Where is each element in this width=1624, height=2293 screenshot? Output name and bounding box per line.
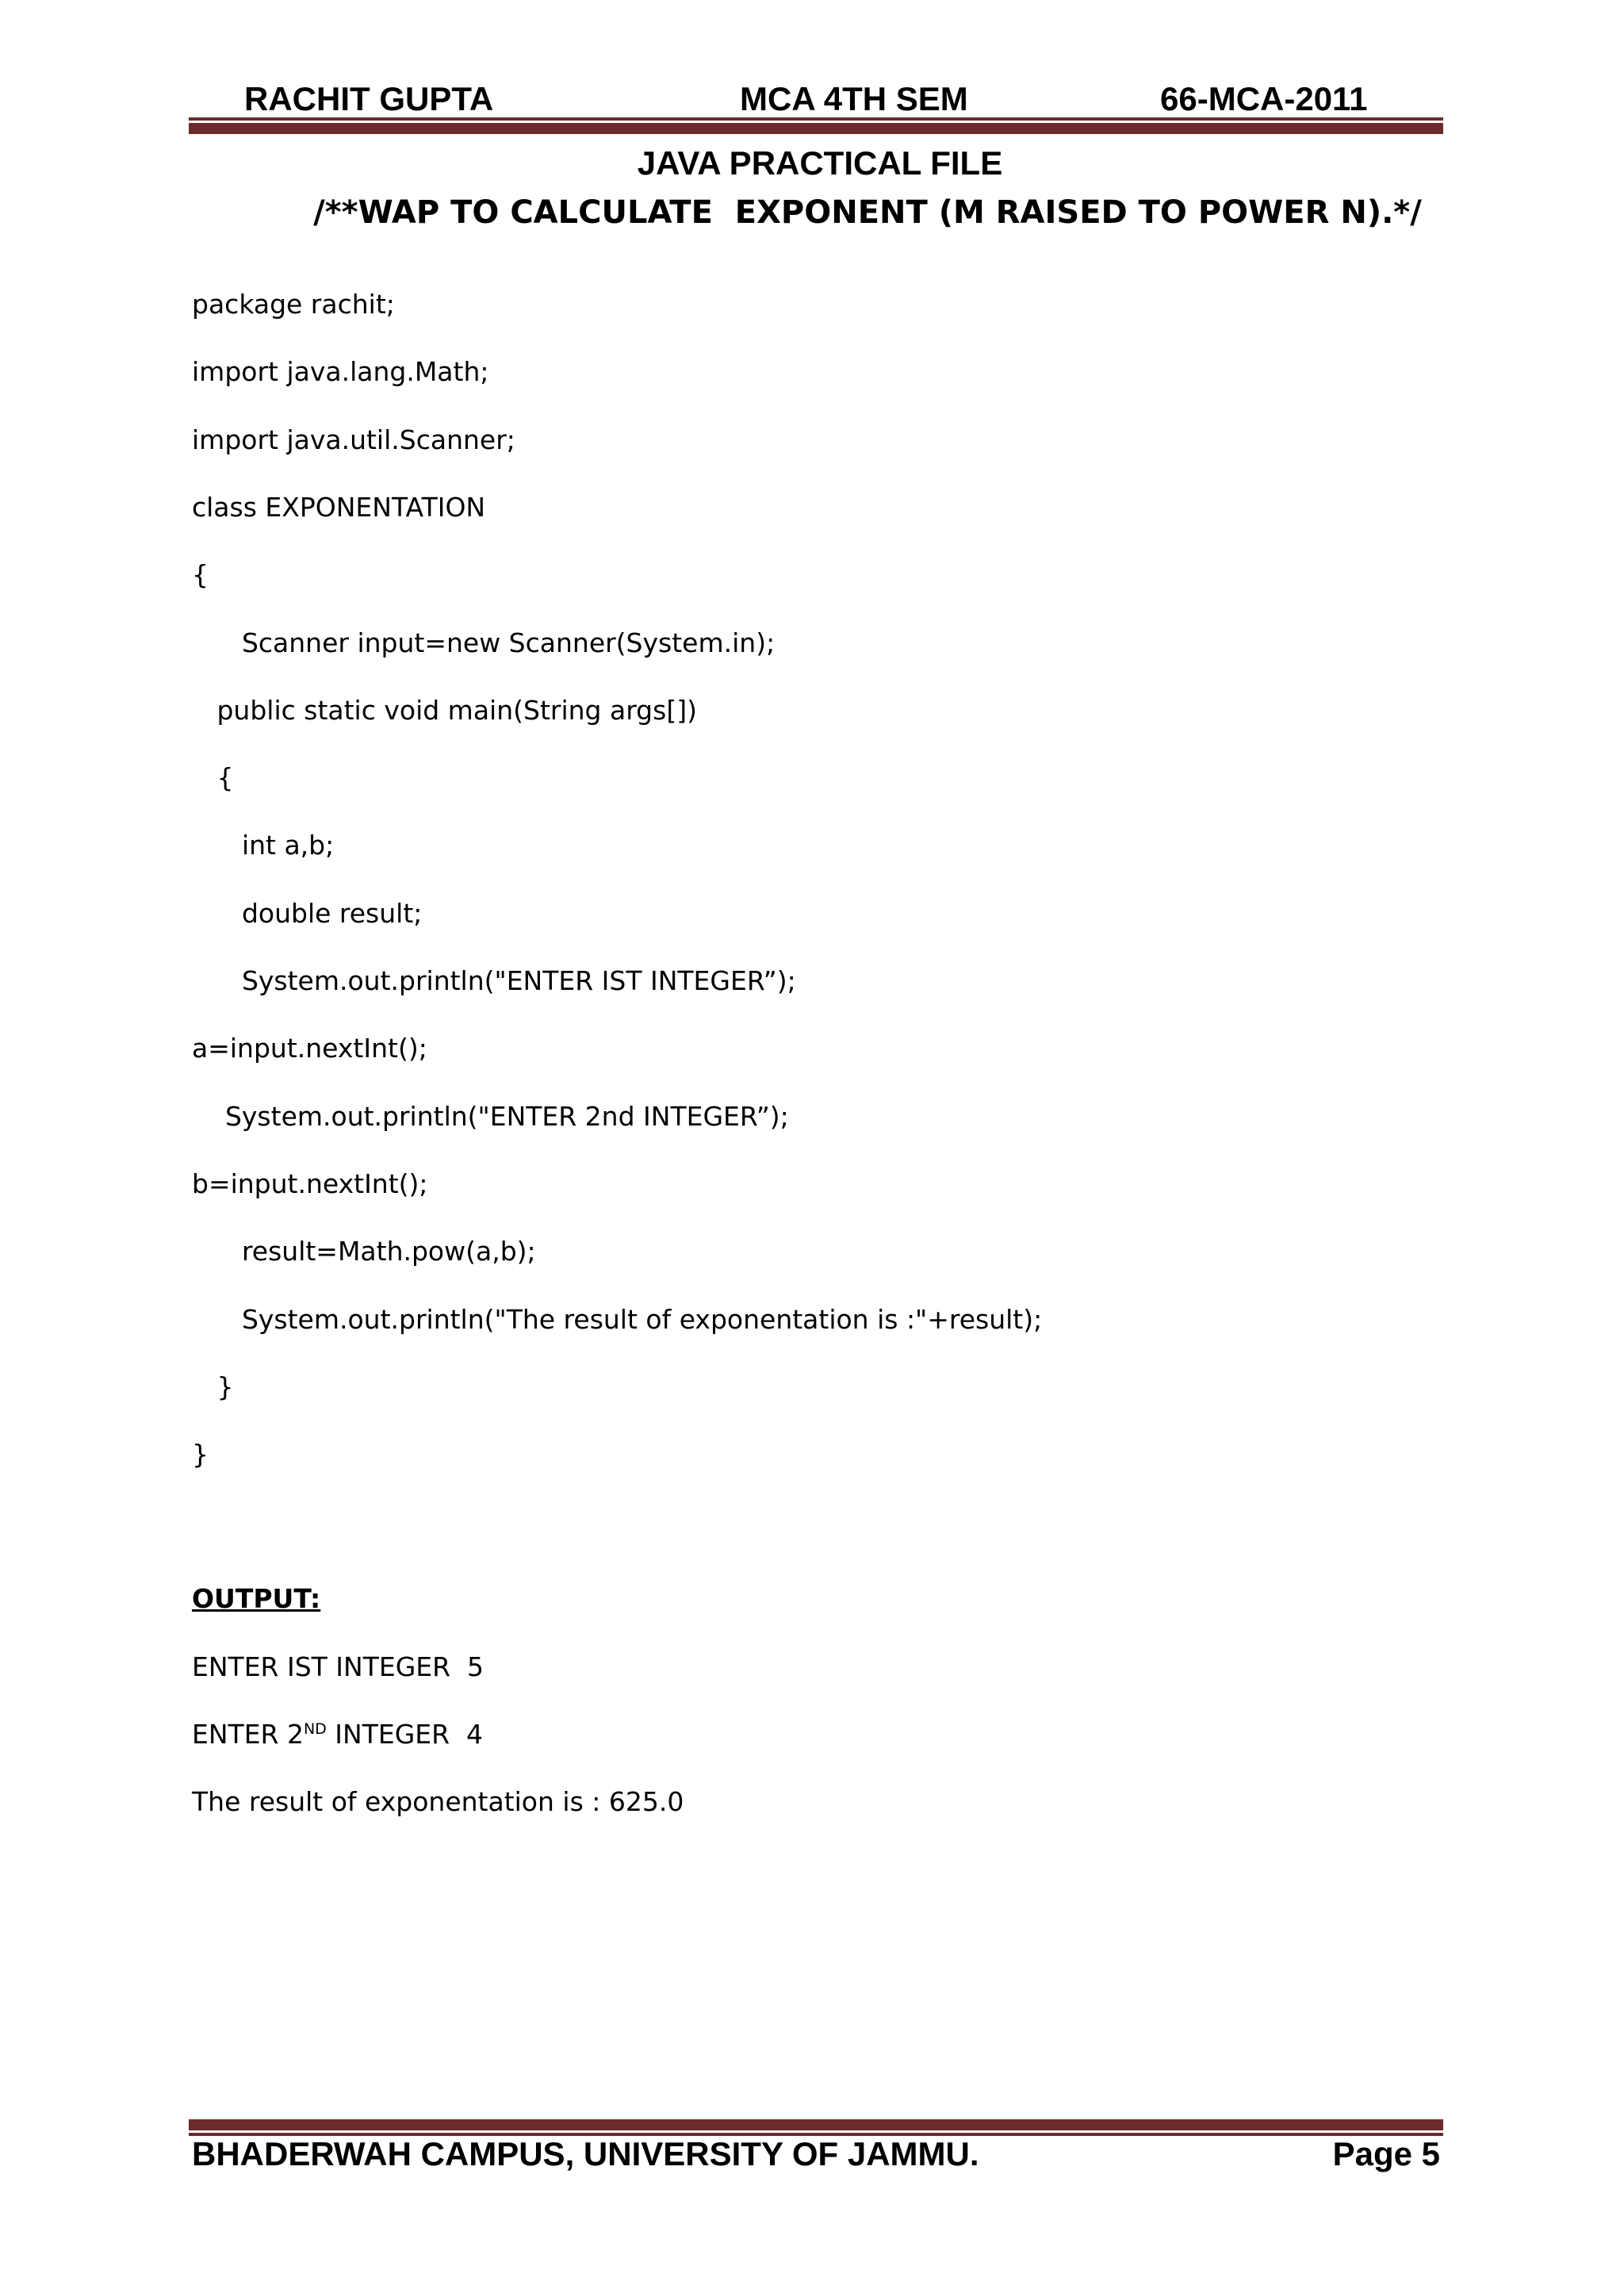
- code-line: int a,b;: [192, 830, 335, 861]
- code-line: result=Math.pow(a,b);: [192, 1236, 536, 1267]
- header-rule-top: [189, 117, 1443, 121]
- program-heading: /**WAP TO CALCULATE EXPONENT (M RAISED TO POWER N).*/: [313, 194, 1422, 231]
- code-line: a=input.nextInt();: [192, 1033, 427, 1064]
- code-line: double result;: [192, 898, 423, 929]
- output-line-2-start: ENTER 2: [192, 1719, 304, 1750]
- header-student-name: RACHIT GUPTA: [244, 80, 494, 117]
- code-line: System.out.println("ENTER 2nd INTEGER”);: [192, 1101, 789, 1132]
- code-line: package rachit;: [192, 289, 395, 320]
- code-line: System.out.println("ENTER IST INTEGER”);: [192, 965, 796, 996]
- code-line: import java.util.Scanner;: [192, 424, 515, 455]
- code-line: }: [192, 1439, 209, 1470]
- code-line: System.out.println("The result of exponentation is :"+result);: [192, 1304, 1043, 1335]
- footer-rule-main: [189, 2119, 1443, 2130]
- page-header: [189, 75, 1443, 123]
- code-line: public static void main(String args[]): [192, 695, 697, 726]
- code-line: class EXPONENTATION: [192, 492, 486, 523]
- output-line-3: The result of exponentation is : 625.0: [192, 1786, 684, 1817]
- header-semester: MCA 4TH SEM: [740, 80, 968, 117]
- code-line: import java.lang.Math;: [192, 356, 489, 387]
- code-line: Scanner input=new Scanner(System.in);: [192, 627, 776, 658]
- code-line: b=input.nextInt();: [192, 1168, 428, 1199]
- footer-page-number: Page 5: [1332, 2135, 1440, 2172]
- output-line-2: [192, 1717, 483, 1752]
- header-rule-main: [189, 123, 1443, 134]
- code-line: {: [192, 762, 234, 793]
- output-heading: OUTPUT:: [192, 1583, 321, 1614]
- code-line: {: [192, 559, 209, 590]
- footer-institution: BHADERWAH CAMPUS, UNIVERSITY OF JAMMU.: [192, 2135, 979, 2172]
- output-line-2-end: INTEGER 4: [326, 1719, 484, 1750]
- header-roll-number: 66-MCA-2011: [1160, 80, 1368, 117]
- output-line-2-superscript: ND: [303, 1720, 327, 1738]
- output-line-1: ENTER IST INTEGER 5: [192, 1651, 485, 1682]
- page-title: JAVA PRACTICAL FILE: [637, 144, 1003, 182]
- code-line: }: [192, 1371, 234, 1402]
